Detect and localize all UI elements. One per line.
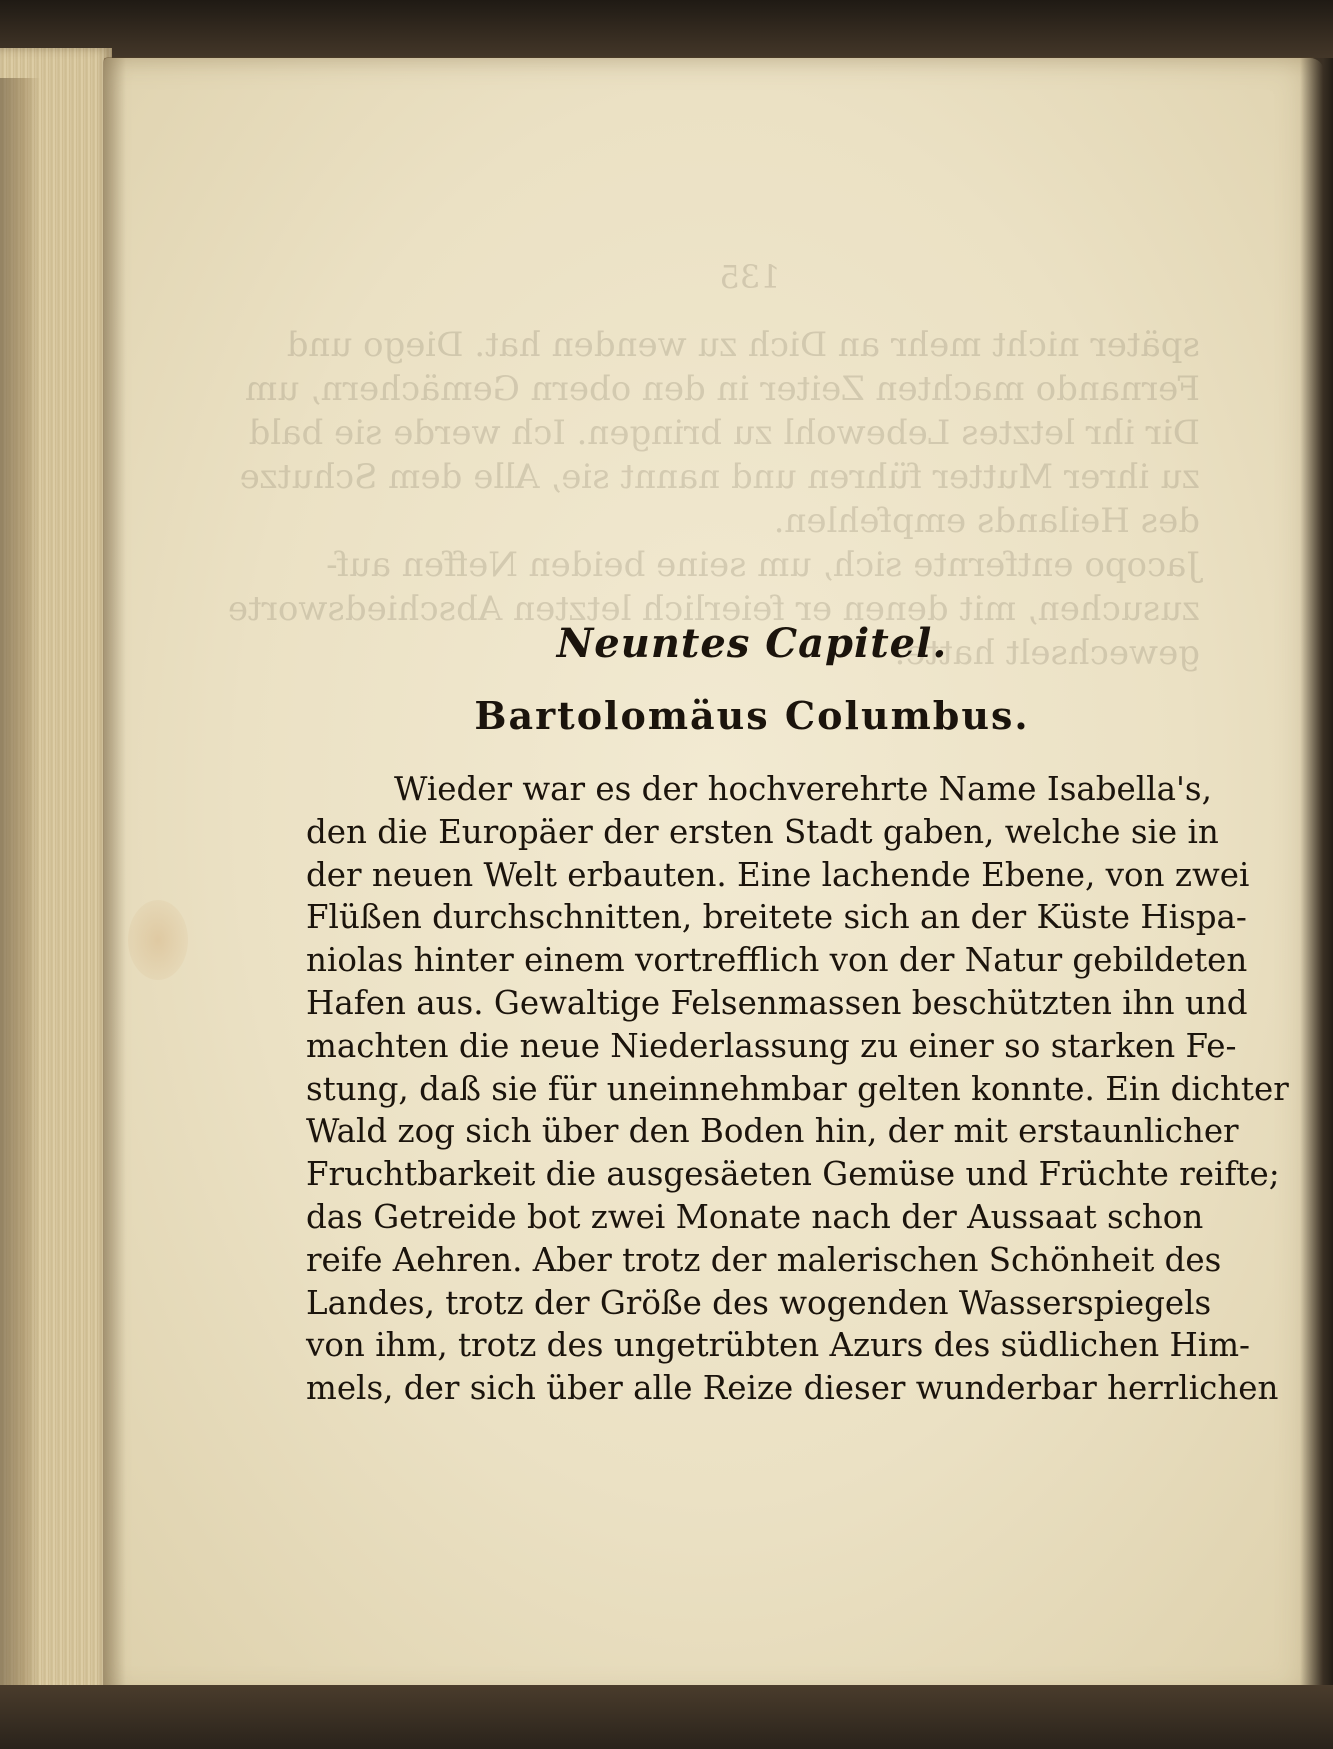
bleed-line: gewechselt hatte. xyxy=(894,633,1200,673)
bleed-through-text xyxy=(227,255,1200,675)
text-line: Landes, trotz der Größe des wogenden Wasserspiegels xyxy=(306,1283,1212,1322)
gutter-shadow xyxy=(104,58,126,1698)
paper-stain xyxy=(128,900,188,980)
page-content xyxy=(306,620,1289,1410)
text-line: den die Europäer der ersten Stadt gaben, welche sie in xyxy=(306,812,1219,851)
bleed-line: zu ihrer Mutter führen und nannt sie, Alle dem Schutze xyxy=(239,457,1200,497)
text-line: der neuen Welt erbauten. Eine lachende Ebene, von zwei xyxy=(306,855,1250,894)
text-line: das Getreide bot zwei Monate nach der Aussaat schon xyxy=(306,1197,1204,1236)
bleed-line: Jacopo entfernte sich, um seine beiden Neffen auf- xyxy=(326,545,1200,585)
text-line: Hafen aus. Gewaltige Felsenmassen beschützten ihn und xyxy=(306,983,1248,1022)
text-line: von ihm, trotz des ungetrübten Azurs des südlichen Him- xyxy=(306,1326,1250,1365)
chapter-subtitle: Bartolomäus Columbus. xyxy=(474,693,1030,738)
text-line: machten die neue Niederlassung zu einer so starken Fe- xyxy=(306,1026,1237,1065)
chapter-title: Neuntes Capitel. xyxy=(556,620,948,667)
page-stack-edge xyxy=(0,78,40,1749)
body-paragraph xyxy=(306,768,1289,1410)
page-right-edge xyxy=(1300,58,1333,1698)
page-stack xyxy=(0,48,112,1703)
text-line: Flüßen durchschnitten, breitete sich an der Küste Hispa- xyxy=(306,898,1247,937)
book-binding-bottom xyxy=(0,1685,1333,1749)
bleed-line: des Heilands empfehlen. xyxy=(773,501,1200,541)
bleed-line: Fernando machten Zeiter in den obern Gemächern, um xyxy=(245,369,1200,409)
text-line: reife Aehren. Aber trotz der malerischen Schönheit des xyxy=(306,1240,1222,1279)
text-line: mels, der sich über alle Reize dieser wunderbar herrlichen xyxy=(306,1369,1279,1408)
bleed-line: Dir ihr letztes Lebewohl zu bringen. Ich werde sie bald xyxy=(248,413,1200,453)
text-line: Wieder war es der hochverehrte Name Isabella's, xyxy=(394,770,1212,808)
text-line: niolas hinter einem vortrefflich von der Natur gebildeten xyxy=(306,941,1248,980)
text-line: Fruchtbarkeit die ausgesäeten Gemüse und Früchte reifte; xyxy=(306,1155,1280,1194)
text-line: Wald zog sich über den Boden hin, der mit erstaunlicher xyxy=(306,1112,1239,1151)
bleed-line: später nicht mehr an Dich zu wenden hat. Diego und xyxy=(286,325,1200,365)
bleed-line: zusuchen, mit denen er feierlich letzten Abschiedsworte xyxy=(227,589,1200,629)
text-line: stung, daß sie für uneinnehmbar gelten konnte. Ein dichter xyxy=(306,1069,1289,1108)
bleed-page-number: 135 xyxy=(719,258,781,296)
